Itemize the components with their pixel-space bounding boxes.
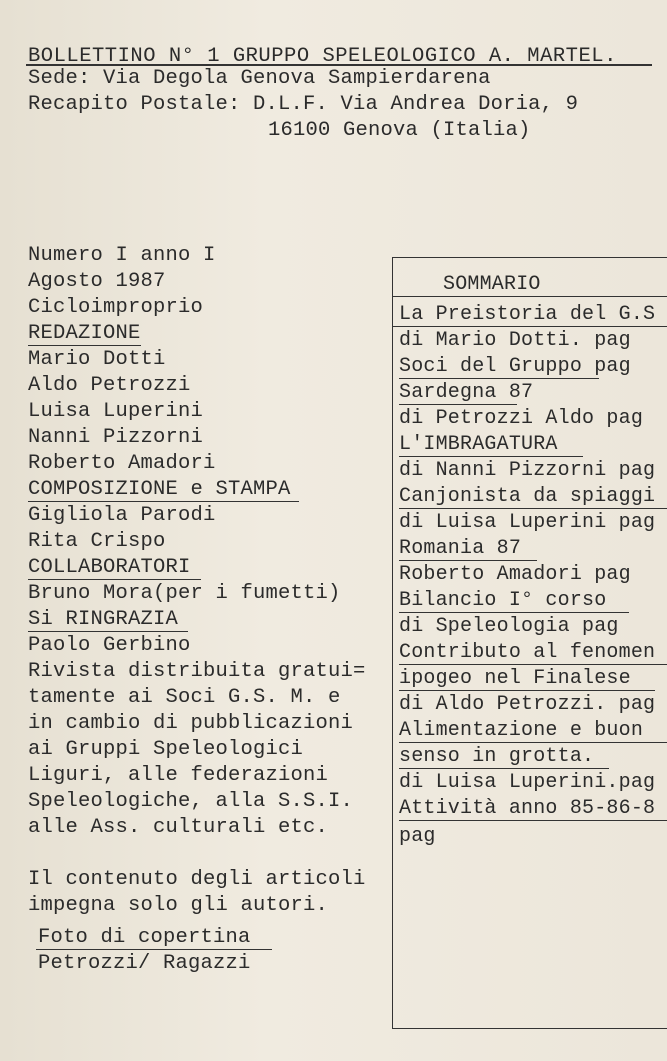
composizione-member: Rita Crispo — [28, 530, 166, 553]
entry-rule — [399, 742, 667, 743]
sommario-entry: Soci del Gruppo pag — [399, 355, 631, 378]
sommario-entry: Bilancio I° corso — [399, 589, 607, 612]
redazione-member: Roberto Amadori — [28, 452, 216, 475]
distribution-text: alle Ass. culturali etc. — [28, 816, 329, 839]
distribution-text: Speleologiche, alla S.S.I. — [28, 790, 354, 813]
sommario-entry: ipogeo nel Finalese — [399, 667, 631, 690]
entry-rule — [399, 456, 583, 457]
distribution-text: tamente ai Soci G.S. M. e — [28, 686, 341, 709]
entry-rule — [399, 378, 599, 379]
issue-date: Agosto 1987 — [28, 270, 166, 293]
sommario-entry: pag — [399, 825, 436, 848]
sommario-entry: di Speleologia pag — [399, 615, 619, 638]
distribution-text: in cambio di pubblicazioni — [28, 712, 354, 735]
distribution-text: Rivista distribuita gratui= — [28, 660, 366, 683]
entry-rule — [399, 560, 537, 561]
distribution-text: Liguri, alle federazioni — [28, 764, 329, 787]
redazione-heading: REDAZIONE — [28, 322, 141, 345]
issue-number: Numero I anno I — [28, 244, 216, 267]
sommario-entry: La Preistoria del G.S — [399, 303, 656, 326]
sommario-entry: Sardegna 87 — [399, 381, 534, 404]
entry-rule — [393, 326, 667, 327]
issue-type: Cicloimproprio — [28, 296, 204, 319]
sommario-entry: Contributo al fenomen — [399, 641, 656, 664]
sommario-title-rule — [393, 296, 667, 297]
recapito-line: Recapito Postale: D.L.F. Via Andrea Doria, 9 — [28, 93, 579, 116]
entry-rule — [399, 664, 667, 665]
entry-rule — [399, 612, 629, 613]
sommario-entry: Alimentazione e buon — [399, 719, 644, 742]
cover-heading: Foto di copertina — [38, 926, 251, 949]
ringrazia-heading: Si RINGRAZIA — [28, 607, 188, 633]
sede-line: Sede: Via Degola Genova Sampierdarena — [28, 67, 491, 90]
sommario-entry: Attività anno 85-86-8 — [399, 797, 656, 820]
disclaimer-text: Il contenuto degli articoli — [28, 868, 366, 891]
composizione-member: Gigliola Parodi — [28, 504, 216, 527]
sommario-entry: di Luisa Luperini.pag — [399, 771, 656, 794]
entry-rule — [399, 508, 667, 509]
sommario-entry: Canjonista da spiaggi — [399, 485, 656, 508]
entry-rule — [399, 768, 609, 769]
sommario-entry: di Nanni Pizzorni pag — [399, 459, 656, 482]
sommario-entry: di Aldo Petrozzi. pag — [399, 693, 656, 716]
redazione-member: Nanni Pizzorni — [28, 426, 204, 449]
bulletin-title: BOLLETTINO N° 1 GRUPPO SPELEOLOGICO A. MARTEL. — [28, 45, 617, 68]
redazione-member: Luisa Luperini — [28, 400, 204, 423]
sommario-entry: di Mario Dotti. pag — [399, 329, 631, 352]
sommario-entry: L'IMBRAGATURA — [399, 433, 558, 456]
sommario-title: SOMMARIO — [443, 273, 541, 296]
city-line: 16100 Genova (Italia) — [268, 119, 531, 142]
sommario-entry: di Luisa Luperini pag — [399, 511, 656, 534]
sommario-entry: Roberto Amadori pag — [399, 563, 631, 586]
entry-rule — [399, 690, 655, 691]
sommario-entry: senso in grotta. — [399, 745, 595, 768]
entry-rule — [399, 404, 517, 405]
sommario-entry: di Petrozzi Aldo pag — [399, 407, 644, 430]
composizione-heading: COMPOSIZIONE e STAMPA — [28, 477, 299, 503]
cover-rule — [36, 949, 272, 950]
redazione-member: Mario Dotti — [28, 348, 166, 371]
disclaimer-text: impegna solo gli autori. — [28, 894, 329, 917]
distribution-text: ai Gruppi Speleologici — [28, 738, 304, 761]
entry-rule — [399, 820, 667, 821]
ringrazia-name: Paolo Gerbino — [28, 634, 191, 657]
redazione-member: Aldo Petrozzi — [28, 374, 191, 397]
collaboratori-heading: COLLABORATORI — [28, 555, 201, 581]
collaboratore: Bruno Mora(per i fumetti) — [28, 582, 341, 605]
sommario-entry: Romania 87 — [399, 537, 522, 560]
cover-credit: Petrozzi/ Ragazzi — [38, 952, 251, 975]
sommario-box — [392, 257, 667, 1029]
